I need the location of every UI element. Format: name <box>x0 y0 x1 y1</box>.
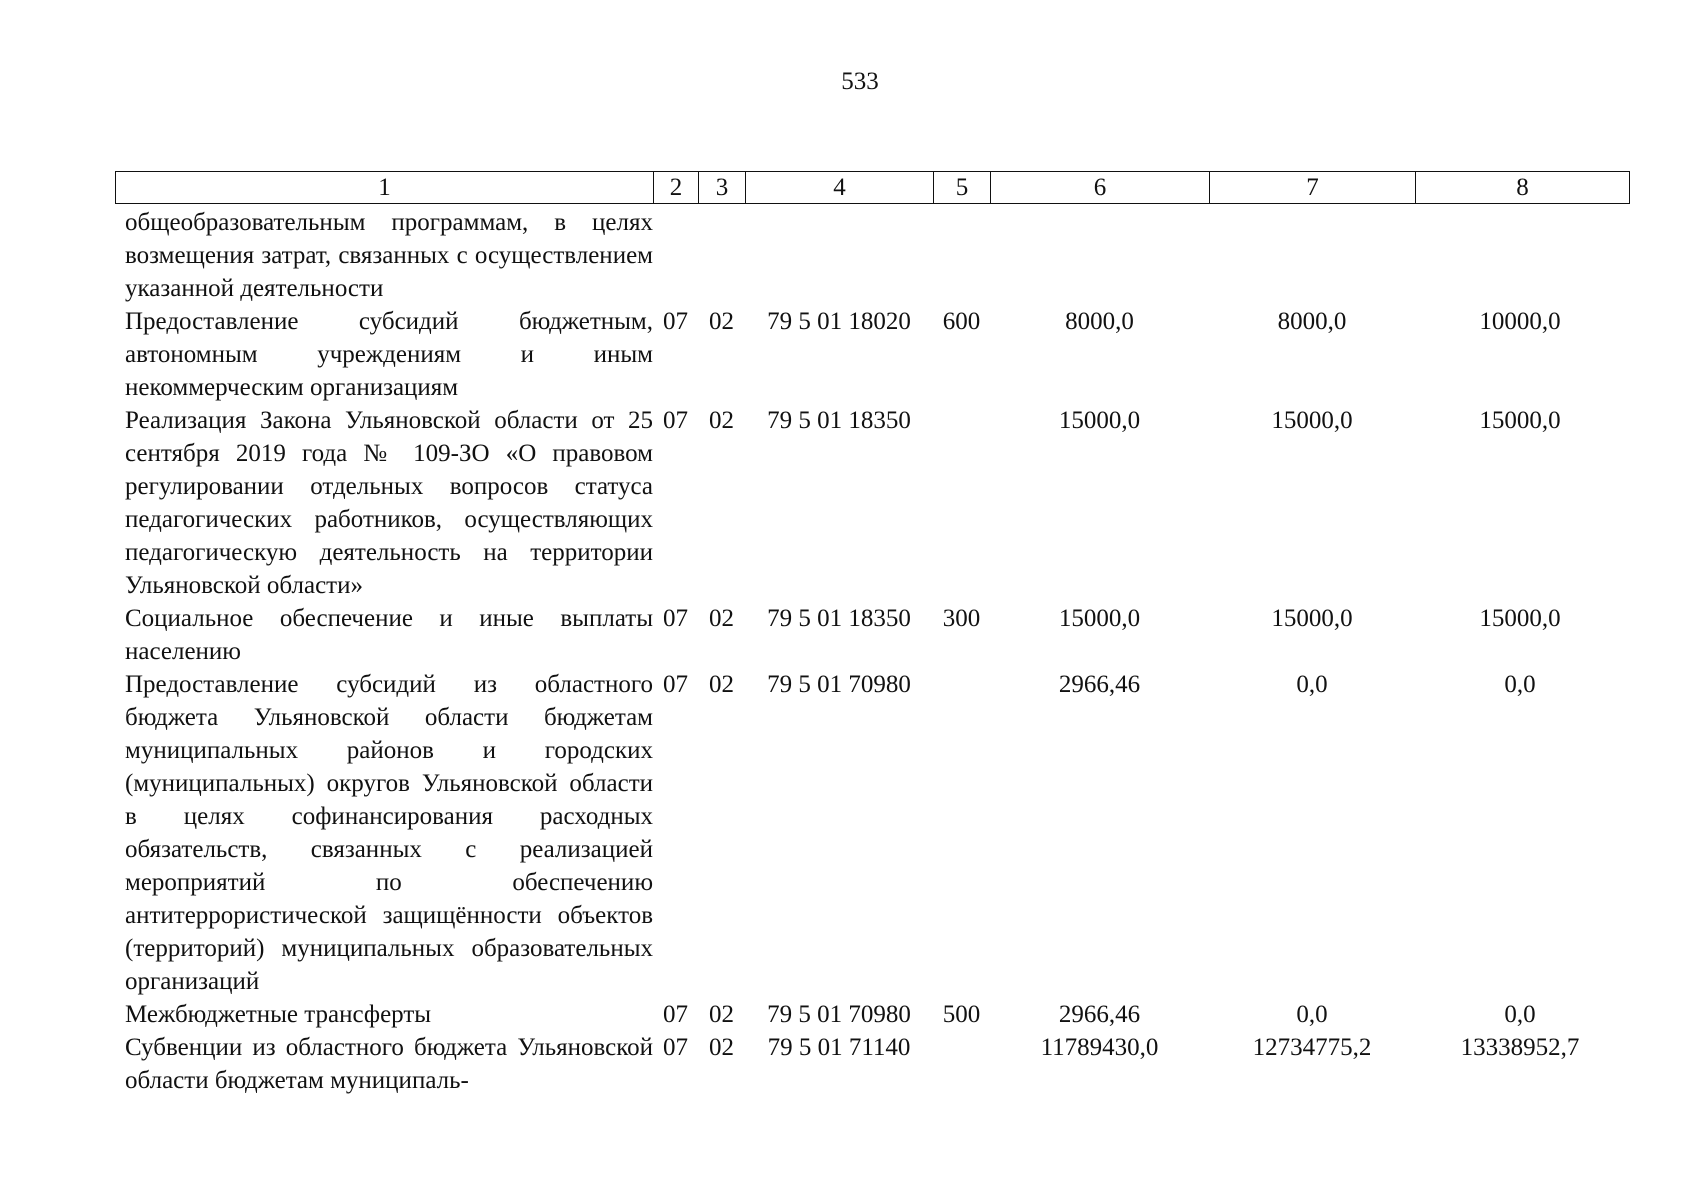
row-description: Социальное обеспечение и иные выплаты населению <box>125 605 653 665</box>
row-amount-col7: 8000,0 <box>1277 308 1347 335</box>
header-col-6: 6 <box>991 172 1210 204</box>
row-subsection-code: 02 <box>709 605 734 632</box>
row-amount-col8: 15000,0 <box>1479 605 1561 632</box>
row-subsection-code: 02 <box>709 1001 734 1028</box>
row-amount-col8: 0,0 <box>1504 671 1536 698</box>
row-target-article: 79 5 01 18020 <box>767 308 911 335</box>
row-amount-col8: 13338952,7 <box>1460 1034 1580 1061</box>
row-amount-col6: 2966,46 <box>1058 1001 1141 1028</box>
row-amount-col6: 11789430,0 <box>1040 1034 1159 1061</box>
table-row <box>115 305 1629 404</box>
row-amount-col7: 0,0 <box>1296 1001 1328 1028</box>
row-amount-col7: 12734775,2 <box>1252 1034 1372 1061</box>
header-col-5: 5 <box>934 172 991 204</box>
table-row <box>115 602 1629 668</box>
row-description: общеобразовательным программам, в целях возмещения затрат, связанных с осуществлением указанной деятельности <box>125 209 653 302</box>
row-amount-col7: 15000,0 <box>1271 407 1353 434</box>
row-description: Межбюджетные трансферты <box>125 1001 432 1028</box>
row-target-article: 79 5 01 18350 <box>767 407 911 434</box>
row-expense-type: 600 <box>942 308 981 335</box>
row-amount-col7: 15000,0 <box>1271 605 1353 632</box>
row-description: Предоставление субсидий из областного бюджета Ульяновской области бюджетам муниципальных районов и городских (муниципальных) округов Ульяновской области в целях софинансирования расходных обязательств, связанных с реализацией мероприятий по обеспечению антитеррористической защищённости объектов (территорий) муниципальных образовательных организаций <box>125 671 653 995</box>
row-target-article: 79 5 01 71140 <box>767 1034 911 1061</box>
row-target-article: 79 5 01 70980 <box>767 1001 911 1028</box>
row-subsection-code: 02 <box>709 671 734 698</box>
header-col-3: 3 <box>699 172 746 204</box>
header-col-8: 8 <box>1416 172 1630 204</box>
row-section-code: 07 <box>663 671 688 698</box>
header-col-4: 4 <box>746 172 934 204</box>
row-amount-col6: 8000,0 <box>1065 308 1134 335</box>
column-number-header <box>115 171 1630 204</box>
table-row <box>115 404 1629 602</box>
row-description: Предоставление субсидий бюджетным, автономным учреждениям и иным некоммерческим организациям <box>125 308 653 401</box>
table-row <box>115 998 1629 1031</box>
table-row <box>115 668 1629 998</box>
row-amount-col8: 10000,0 <box>1479 308 1561 335</box>
row-amount-col6: 15000,0 <box>1058 407 1141 434</box>
row-expense-type: 500 <box>942 1001 981 1028</box>
row-subsection-code: 02 <box>709 1034 734 1061</box>
row-section-code: 07 <box>663 308 688 335</box>
row-section-code: 07 <box>663 407 688 434</box>
row-section-code: 07 <box>663 1034 688 1061</box>
row-amount-col8: 0,0 <box>1504 1001 1536 1028</box>
row-subsection-code: 02 <box>709 308 734 335</box>
row-amount-col6: 2966,46 <box>1058 671 1141 698</box>
header-col-7: 7 <box>1210 172 1416 204</box>
row-amount-col6: 15000,0 <box>1058 605 1141 632</box>
budget-table-body <box>115 206 1629 1097</box>
row-section-code: 07 <box>663 1001 688 1028</box>
table-row <box>115 1031 1629 1097</box>
row-description: Реализация Закона Ульяновской области от 25 сентября 2019 года № 109-ЗО «О правовом регулировании отдельных вопросов статуса педагогических работников, осуществляющих педагогическую деятельность на территории Ульяновской области» <box>125 407 653 599</box>
header-col-2: 2 <box>654 172 699 204</box>
row-amount-col8: 15000,0 <box>1479 407 1561 434</box>
row-expense-type: 300 <box>942 605 981 632</box>
page-number: 533 <box>841 68 879 95</box>
row-section-code: 07 <box>663 605 688 632</box>
row-amount-col7: 0,0 <box>1296 671 1328 698</box>
row-subsection-code: 02 <box>709 407 734 434</box>
row-target-article: 79 5 01 70980 <box>767 671 911 698</box>
row-description: Субвенции из областного бюджета Ульяновской области бюджетам муниципаль- <box>125 1034 653 1094</box>
header-col-1: 1 <box>116 172 654 204</box>
row-target-article: 79 5 01 18350 <box>767 605 911 632</box>
table-row <box>115 206 1629 305</box>
